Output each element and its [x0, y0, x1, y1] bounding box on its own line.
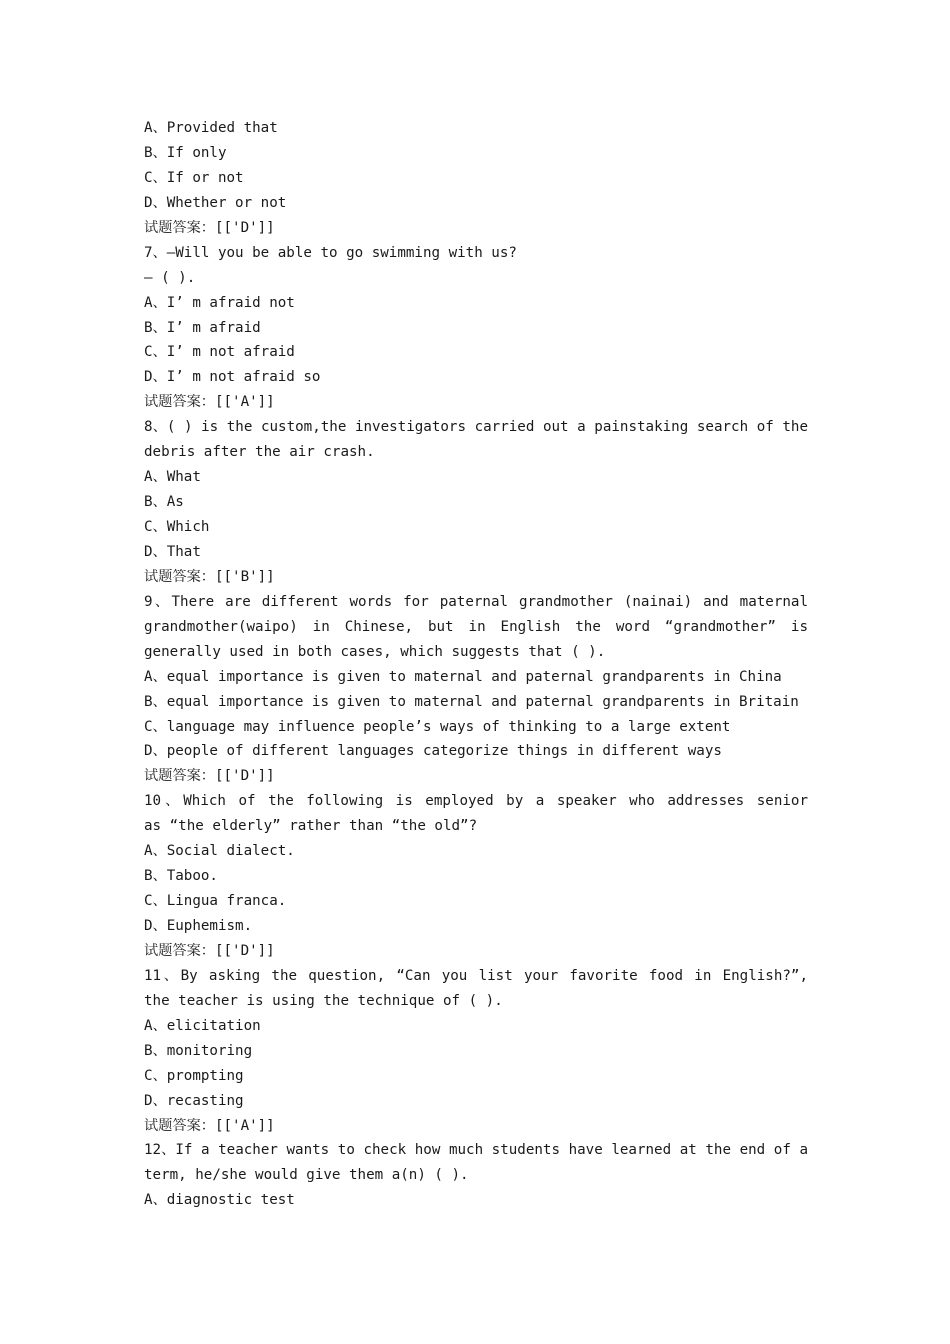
- option-a-line: A、elicitation: [144, 1017, 261, 1034]
- option-c-line: C、If or not: [144, 169, 244, 186]
- answer-line: 试题答案：[['D']]: [144, 768, 275, 785]
- option-d-line: D、recasting: [144, 1092, 244, 1109]
- option-b-line: B、As: [144, 494, 184, 511]
- option-b-line: B、equal importance is given to maternal and paternal grandparents in Britain: [144, 693, 799, 710]
- question-10-line: 10、Which of the following is employed by a speaker who addresses senior: [144, 793, 808, 810]
- option-a-line: A、What: [144, 469, 201, 486]
- option-b-line: B、monitoring: [144, 1042, 253, 1059]
- question-9-line: grandmother(waipo) in Chinese, but in English the word “grandmother” is: [144, 618, 808, 635]
- option-a-line: A、I’ m afraid not: [144, 294, 295, 311]
- question-12-line: 12、If a teacher wants to check how much students have learned at the end of a: [144, 1142, 808, 1159]
- option-c-line: C、prompting: [144, 1067, 244, 1084]
- option-b-line: B、If only: [144, 144, 227, 161]
- answer-line: 试题答案：[['D']]: [144, 219, 275, 236]
- option-d-line: D、Whether or not: [144, 194, 287, 211]
- option-c-line: C、I’ m not afraid: [144, 344, 295, 361]
- option-b-line: B、I’ m afraid: [144, 319, 261, 336]
- option-d-line: D、I’ m not afraid so: [144, 369, 321, 386]
- option-d-line: D、Euphemism.: [144, 918, 253, 934]
- option-a-line: A、Social dialect.: [144, 843, 295, 860]
- option-c-line: C、Which: [144, 519, 210, 535]
- answer-line: 试题答案：[['D']]: [144, 942, 275, 959]
- question-11-line: 11、By asking the question, “Can you list your favorite food in English?”,: [144, 967, 808, 984]
- option-d-line: D、That: [144, 543, 201, 560]
- option-a-line: A、equal importance is given to maternal and paternal grandparents in China: [144, 668, 782, 685]
- option-a-line: A、Provided that: [144, 120, 278, 136]
- question-9-line: 9、There are different words for paternal grandmother (nainai) and maternal: [144, 593, 808, 610]
- question-8-line: debris after the air crash.: [144, 444, 375, 461]
- answer-line: 试题答案：[['A']]: [144, 1117, 275, 1134]
- question-8-line: 8、( ) is the custom,the investigators carried out a painstaking search of the: [144, 419, 808, 436]
- question-7-line: — ( ).: [144, 269, 196, 286]
- option-a-line: A、diagnostic test: [144, 1192, 295, 1209]
- option-b-line: B、Taboo.: [144, 868, 218, 885]
- option-c-line: C、language may influence people’s ways of thinking to a large extent: [144, 718, 731, 735]
- option-d-line: D、people of different languages categorize things in different ways: [144, 743, 722, 760]
- question-9-line: generally used in both cases, which suggests that ( ).: [144, 643, 606, 660]
- question-10-line: as “the elderly” rather than “the old”?: [144, 818, 478, 835]
- question-11-line: the teacher is using the technique of ( ).: [144, 992, 503, 1009]
- option-c-line: C、Lingua franca.: [144, 893, 287, 910]
- answer-line: 试题答案：[['A']]: [144, 394, 275, 411]
- document-page: [144, 116, 808, 1213]
- question-12-line: term, he/she would give them a(n) ( ).: [144, 1167, 469, 1184]
- question-7-line: 7、—Will you be able to go swimming with us?: [144, 244, 517, 261]
- answer-line: 试题答案：[['B']]: [144, 568, 275, 585]
